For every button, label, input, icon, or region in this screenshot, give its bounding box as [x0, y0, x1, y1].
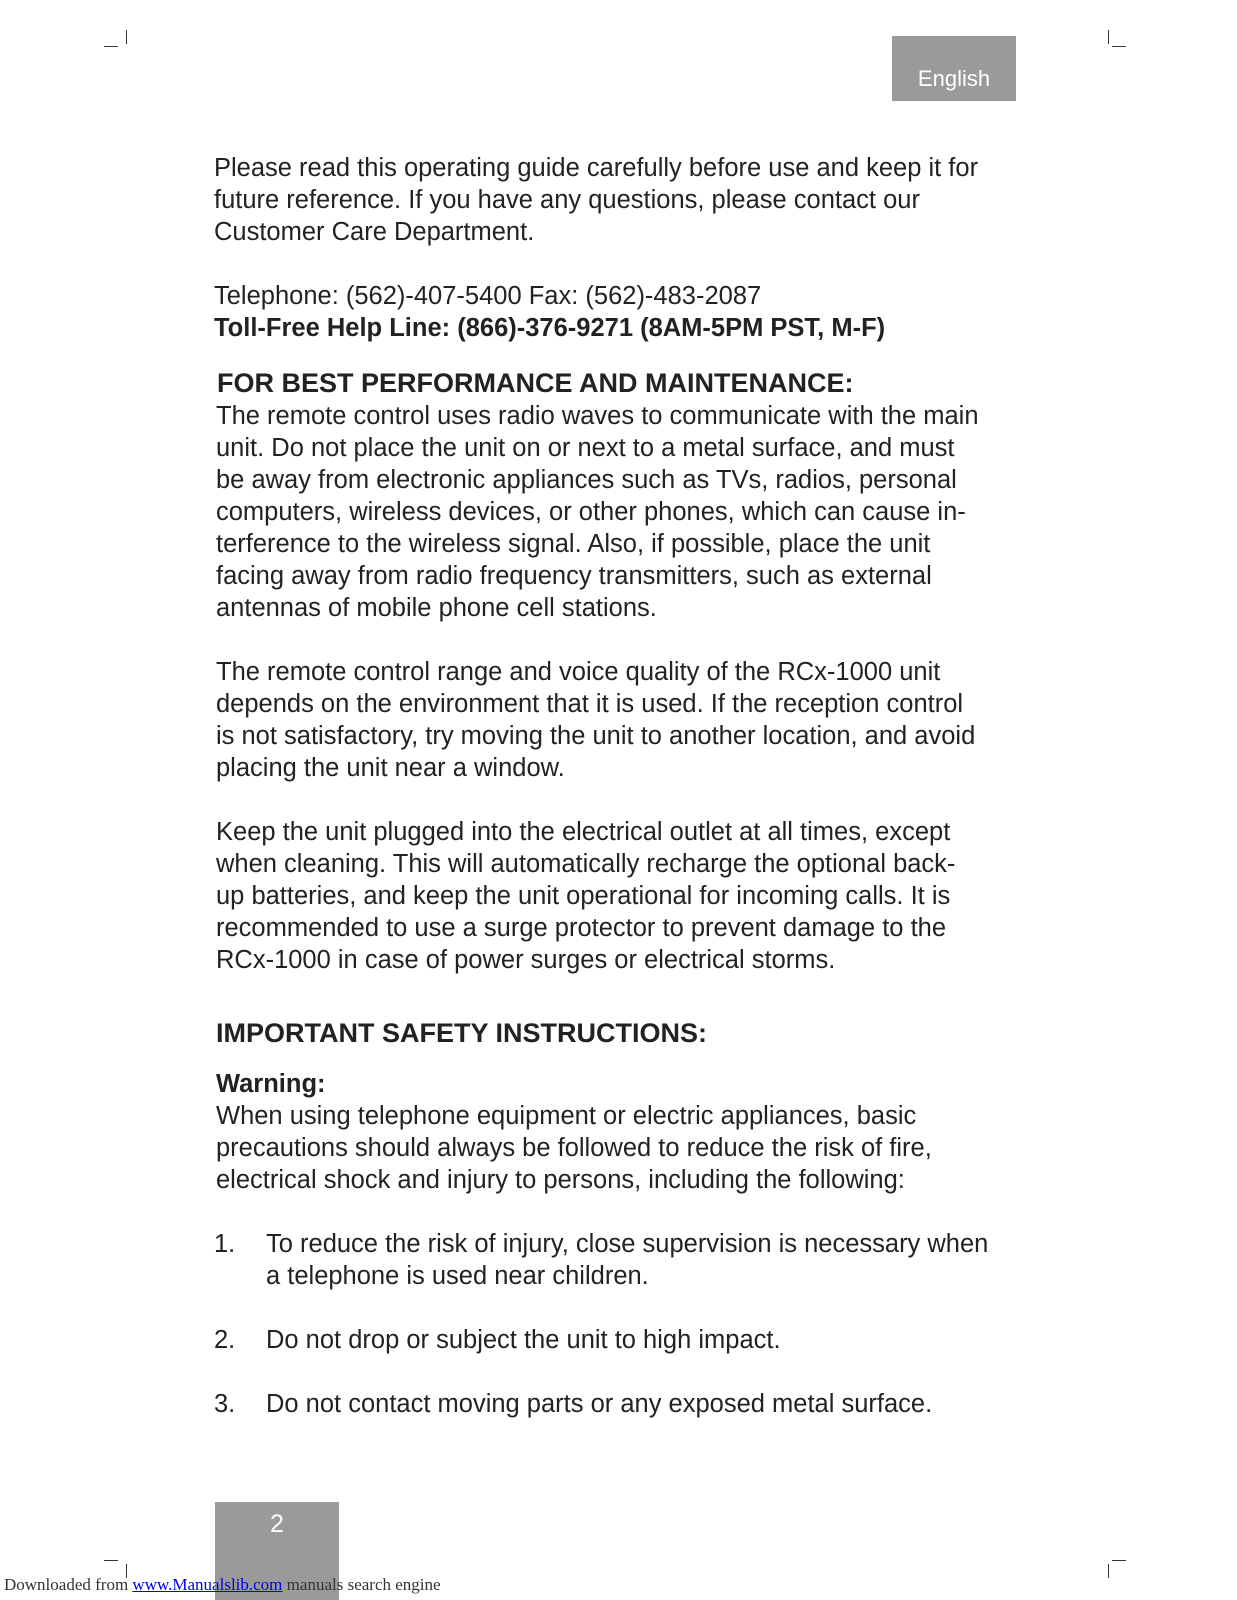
list-item	[214, 1228, 1024, 1292]
performance-paragraph-2	[214, 656, 1024, 784]
list-item-text	[266, 1324, 1024, 1356]
text-line: electrical shock and injury to persons, including the following:	[216, 1166, 905, 1194]
footer-suffix: manuals search engine	[282, 1575, 441, 1594]
list-item	[214, 1388, 1024, 1420]
list-item-number: 2.	[214, 1326, 236, 1354]
text-line: computers, wireless devices, or other phones, which can cause in-	[216, 498, 966, 526]
manualslib-link[interactable]: www.Manualslib.com	[132, 1575, 283, 1594]
text-line: terference to the wireless signal. Also, if possible, place the unit	[216, 530, 931, 558]
intro-paragraph	[214, 152, 1024, 248]
text-line: precautions should always be followed to reduce the risk of fire,	[216, 1134, 932, 1162]
tollfree-line: Toll-Free Help Line: (866)-376-9271 (8AM-5PM PST, M-F)	[214, 314, 886, 342]
telephone-fax-line: Telephone: (562)-407-5400 Fax: (562)-483-2087	[214, 282, 762, 310]
text-line: To reduce the risk of injury, close supervision is necessary when	[266, 1230, 989, 1258]
text-line: recommended to use a surge protector to prevent damage to the	[216, 914, 947, 942]
warning-label: Warning:	[216, 1070, 326, 1098]
contact-block	[214, 280, 1024, 344]
performance-heading: FOR BEST PERFORMANCE AND MAINTENANCE:	[217, 368, 854, 398]
text-line: placing the unit near a window.	[216, 754, 565, 782]
text-line: be away from electronic appliances such as TVs, radios, personal	[216, 466, 957, 494]
crop-mark-bottom-right-v	[1108, 1564, 1109, 1578]
crop-mark-top-right-h	[1112, 46, 1126, 47]
intro-line: Customer Care Department.	[214, 218, 535, 246]
crop-mark-top-right-v	[1108, 30, 1109, 44]
list-item-number: 1.	[214, 1230, 236, 1258]
text-line: up batteries, and keep the unit operational for incoming calls. It is	[216, 882, 951, 910]
list-item-text	[266, 1228, 1024, 1292]
text-line: Do not drop or subject the unit to high impact.	[266, 1326, 781, 1354]
text-line: Keep the unit plugged into the electrical outlet at all times, except	[216, 818, 951, 846]
performance-paragraph-1	[214, 400, 1024, 624]
text-line: is not satisfactory, try moving the unit to another location, and avoid	[216, 722, 976, 750]
crop-mark-bottom-left-h	[104, 1560, 118, 1561]
intro-line: future reference. If you have any questions, please contact our	[214, 186, 920, 214]
crop-mark-top-left-v	[126, 30, 127, 44]
safety-heading: IMPORTANT SAFETY INSTRUCTIONS:	[216, 1018, 707, 1048]
warning-paragraph	[214, 1100, 1024, 1196]
text-line: unit. Do not place the unit on or next to a metal surface, and must	[216, 434, 955, 462]
list-item-number: 3.	[214, 1390, 236, 1418]
page-content	[214, 152, 1024, 1452]
list-item	[214, 1324, 1024, 1356]
text-line: a telephone is used near children.	[266, 1262, 649, 1290]
text-line: When using telephone equipment or electric appliances, basic	[216, 1102, 917, 1130]
text-line: The remote control uses radio waves to communicate with the main	[216, 402, 979, 430]
download-footer	[4, 1575, 441, 1595]
page-number: 2	[215, 1502, 339, 1600]
text-line: Do not contact moving parts or any exposed metal surface.	[266, 1390, 933, 1418]
language-tab: English	[892, 36, 1016, 101]
text-line: antennas of mobile phone cell stations.	[216, 594, 657, 622]
text-line: when cleaning. This will automatically recharge the optional back-	[216, 850, 956, 878]
text-line: facing away from radio frequency transmitters, such as external	[216, 562, 932, 590]
text-line: depends on the environment that it is used. If the reception control	[216, 690, 964, 718]
footer-prefix: Downloaded from	[4, 1575, 133, 1594]
crop-mark-top-left-h	[104, 46, 118, 47]
safety-list	[214, 1228, 1024, 1420]
text-line: RCx-1000 in case of power surges or electrical storms.	[216, 946, 836, 974]
crop-mark-bottom-right-h	[1112, 1560, 1126, 1561]
performance-paragraph-3	[214, 816, 1024, 976]
intro-line: Please read this operating guide carefully before use and keep it for	[214, 154, 979, 182]
text-line: The remote control range and voice quality of the RCx-1000 unit	[216, 658, 941, 686]
list-item-text	[266, 1388, 1024, 1420]
